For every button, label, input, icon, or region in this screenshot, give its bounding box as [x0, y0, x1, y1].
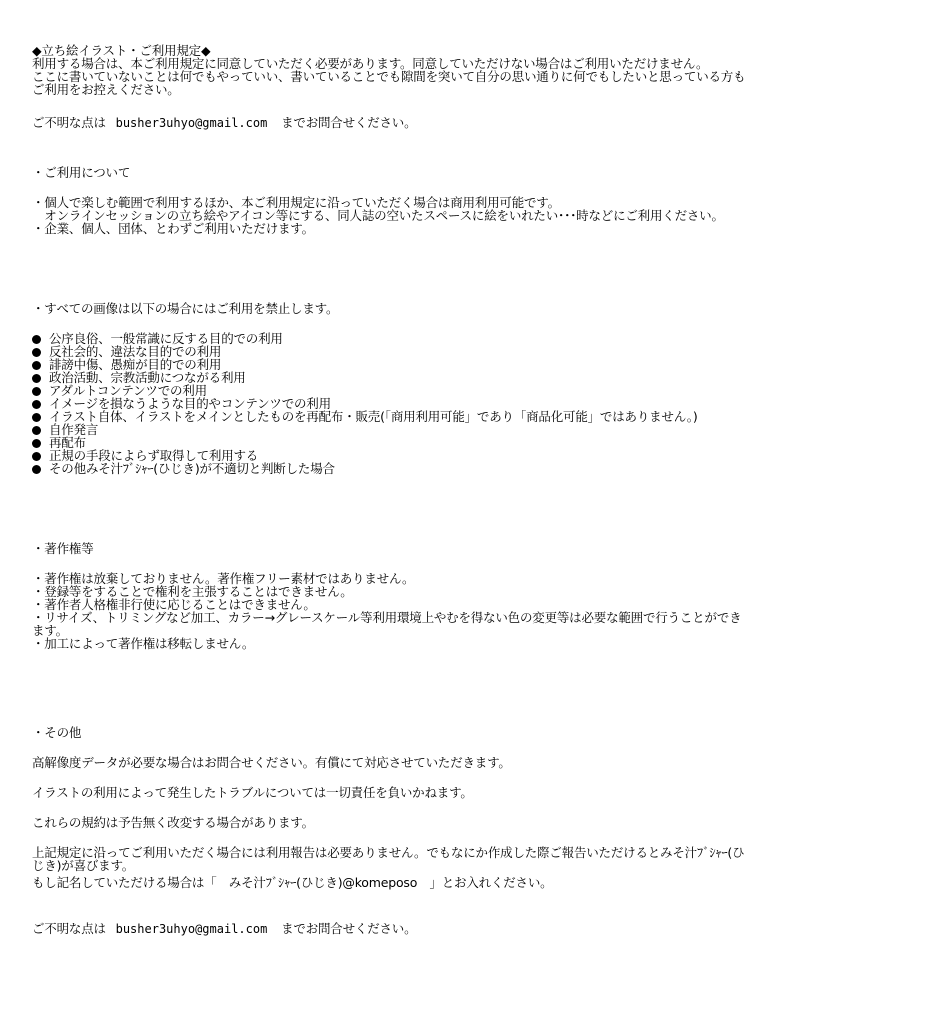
bullet-icon	[32, 400, 41, 409]
copyright-line: ・登録等をすることで権利を主張することはできません。	[32, 584, 353, 599]
intro-line: ここに書いていないことは何でもやっていい、書いていることでも隙間を突いて自分の思い通りに何でもしたいと思っている方も	[32, 69, 746, 84]
other-heading: ・その他	[32, 725, 82, 740]
usage-heading: ・ご利用について	[32, 165, 131, 180]
copyright-line: ・加工によって著作権は移転しません。	[32, 636, 255, 651]
other-paragraph: もし記名していただける場合は「 みそ汁ﾌﾞｼｬｰ(ひじき)@komeposo 」とお入れください。	[32, 875, 553, 890]
contact-line-top	[32, 116, 416, 130]
contact-email: busher3uhyo@gmail.com	[115, 922, 268, 936]
bullet-icon	[32, 452, 41, 461]
prohibited-item: 政治活動、宗教活動につながる利用	[32, 371, 246, 384]
prohibited-item: アダルトコンテンツでの利用	[32, 384, 207, 397]
copyright-line: ・著作権は放棄しておりません。著作権フリー素材ではありません。	[32, 571, 415, 586]
prohibited-item: その他みそ汁ﾌﾞｼｬｰ(ひじき)が不適切と判断した場合	[32, 462, 335, 475]
prohibited-item: 正規の手段によらず取得して利用する	[32, 449, 258, 462]
other-paragraph: 高解像度データが必要な場合はお問合せください。有償にて対応させていただきます。	[32, 755, 511, 770]
copyright-line: ます。	[32, 623, 68, 638]
bullet-icon	[32, 413, 41, 422]
prohibited-item: 自作発言	[32, 423, 98, 436]
contact-email: busher3uhyo@gmail.com	[115, 116, 268, 130]
bullet-icon	[32, 374, 41, 383]
prohibited-item: 反社会的、違法な目的での利用	[32, 345, 221, 358]
other-paragraph: これらの規約は予告無く改変する場合があります。	[32, 815, 314, 830]
bullet-icon	[32, 348, 41, 357]
contact-line-bottom	[32, 922, 416, 936]
bullet-icon	[32, 361, 41, 370]
prohibited-heading: ・すべての画像は以下の場合にはご利用を禁止します。	[32, 301, 339, 316]
prohibited-item: 公序良俗、一般常識に反する目的での利用	[32, 332, 283, 345]
copyright-line: ・著作者人格権非行使に応じることはできません。	[32, 597, 316, 612]
other-paragraph: じき)が喜びます。	[32, 858, 135, 873]
copyright-line: ・リサイズ、トリミングなど加工、カラー→グレースケール等利用環境上やむを得ない色の変更等は必要な範囲で行うことができ	[32, 610, 742, 625]
prohibited-item: イラスト自体、イラストをメインとしたものを再配布・販売(「商用利用可能」であり「商品化可能」ではありません。)	[32, 410, 698, 423]
prohibited-item: 誹謗中傷、愚痴が目的での利用	[32, 358, 221, 371]
intro-line: 利用する場合は、本ご利用規定に同意していただく必要があります。同意していただけない場合はご利用いただけません。	[32, 56, 709, 71]
document-title: ◆立ち絵イラスト・ご利用規定◆	[32, 43, 211, 58]
usage-line: ・企業、個人、団体、とわずご利用いただけます。	[32, 221, 314, 236]
contact-prefix: ご不明な点は	[32, 115, 106, 130]
bullet-icon	[32, 335, 41, 344]
intro-line: ご利用をお控えください。	[32, 82, 180, 97]
contact-prefix: ご不明な点は	[32, 921, 106, 936]
bullet-icon	[32, 387, 41, 396]
usage-line: オンラインセッションの立ち絵やアイコン等にする、同人誌の空いたスペースに絵をいれたい･･･時などにご利用ください。	[32, 208, 724, 223]
copyright-heading: ・著作権等	[32, 541, 94, 556]
bullet-icon	[32, 439, 41, 448]
usage-line: ・個人で楽しむ範囲で利用するほか、本ご利用規定に沿っていただく場合は商用利用可能です。	[32, 195, 560, 210]
bullet-icon	[32, 426, 41, 435]
contact-suffix: までお問合せください。	[281, 921, 417, 936]
other-paragraph: イラストの利用によって発生したトラブルについては一切責任を負いかねます。	[32, 785, 473, 800]
prohibited-item: 再配布	[32, 436, 86, 449]
prohibited-item: イメージを損なうような目的やコンテンツでの利用	[32, 397, 331, 410]
bullet-icon	[32, 465, 41, 474]
contact-suffix: までお問合せください。	[281, 115, 417, 130]
other-paragraph: 上記規定に沿ってご利用いただく場合には利用報告は必要ありません。でもなにか作成した際ご報告いただけるとみそ汁ﾌﾞｼｬｰ(ひ	[32, 845, 745, 860]
